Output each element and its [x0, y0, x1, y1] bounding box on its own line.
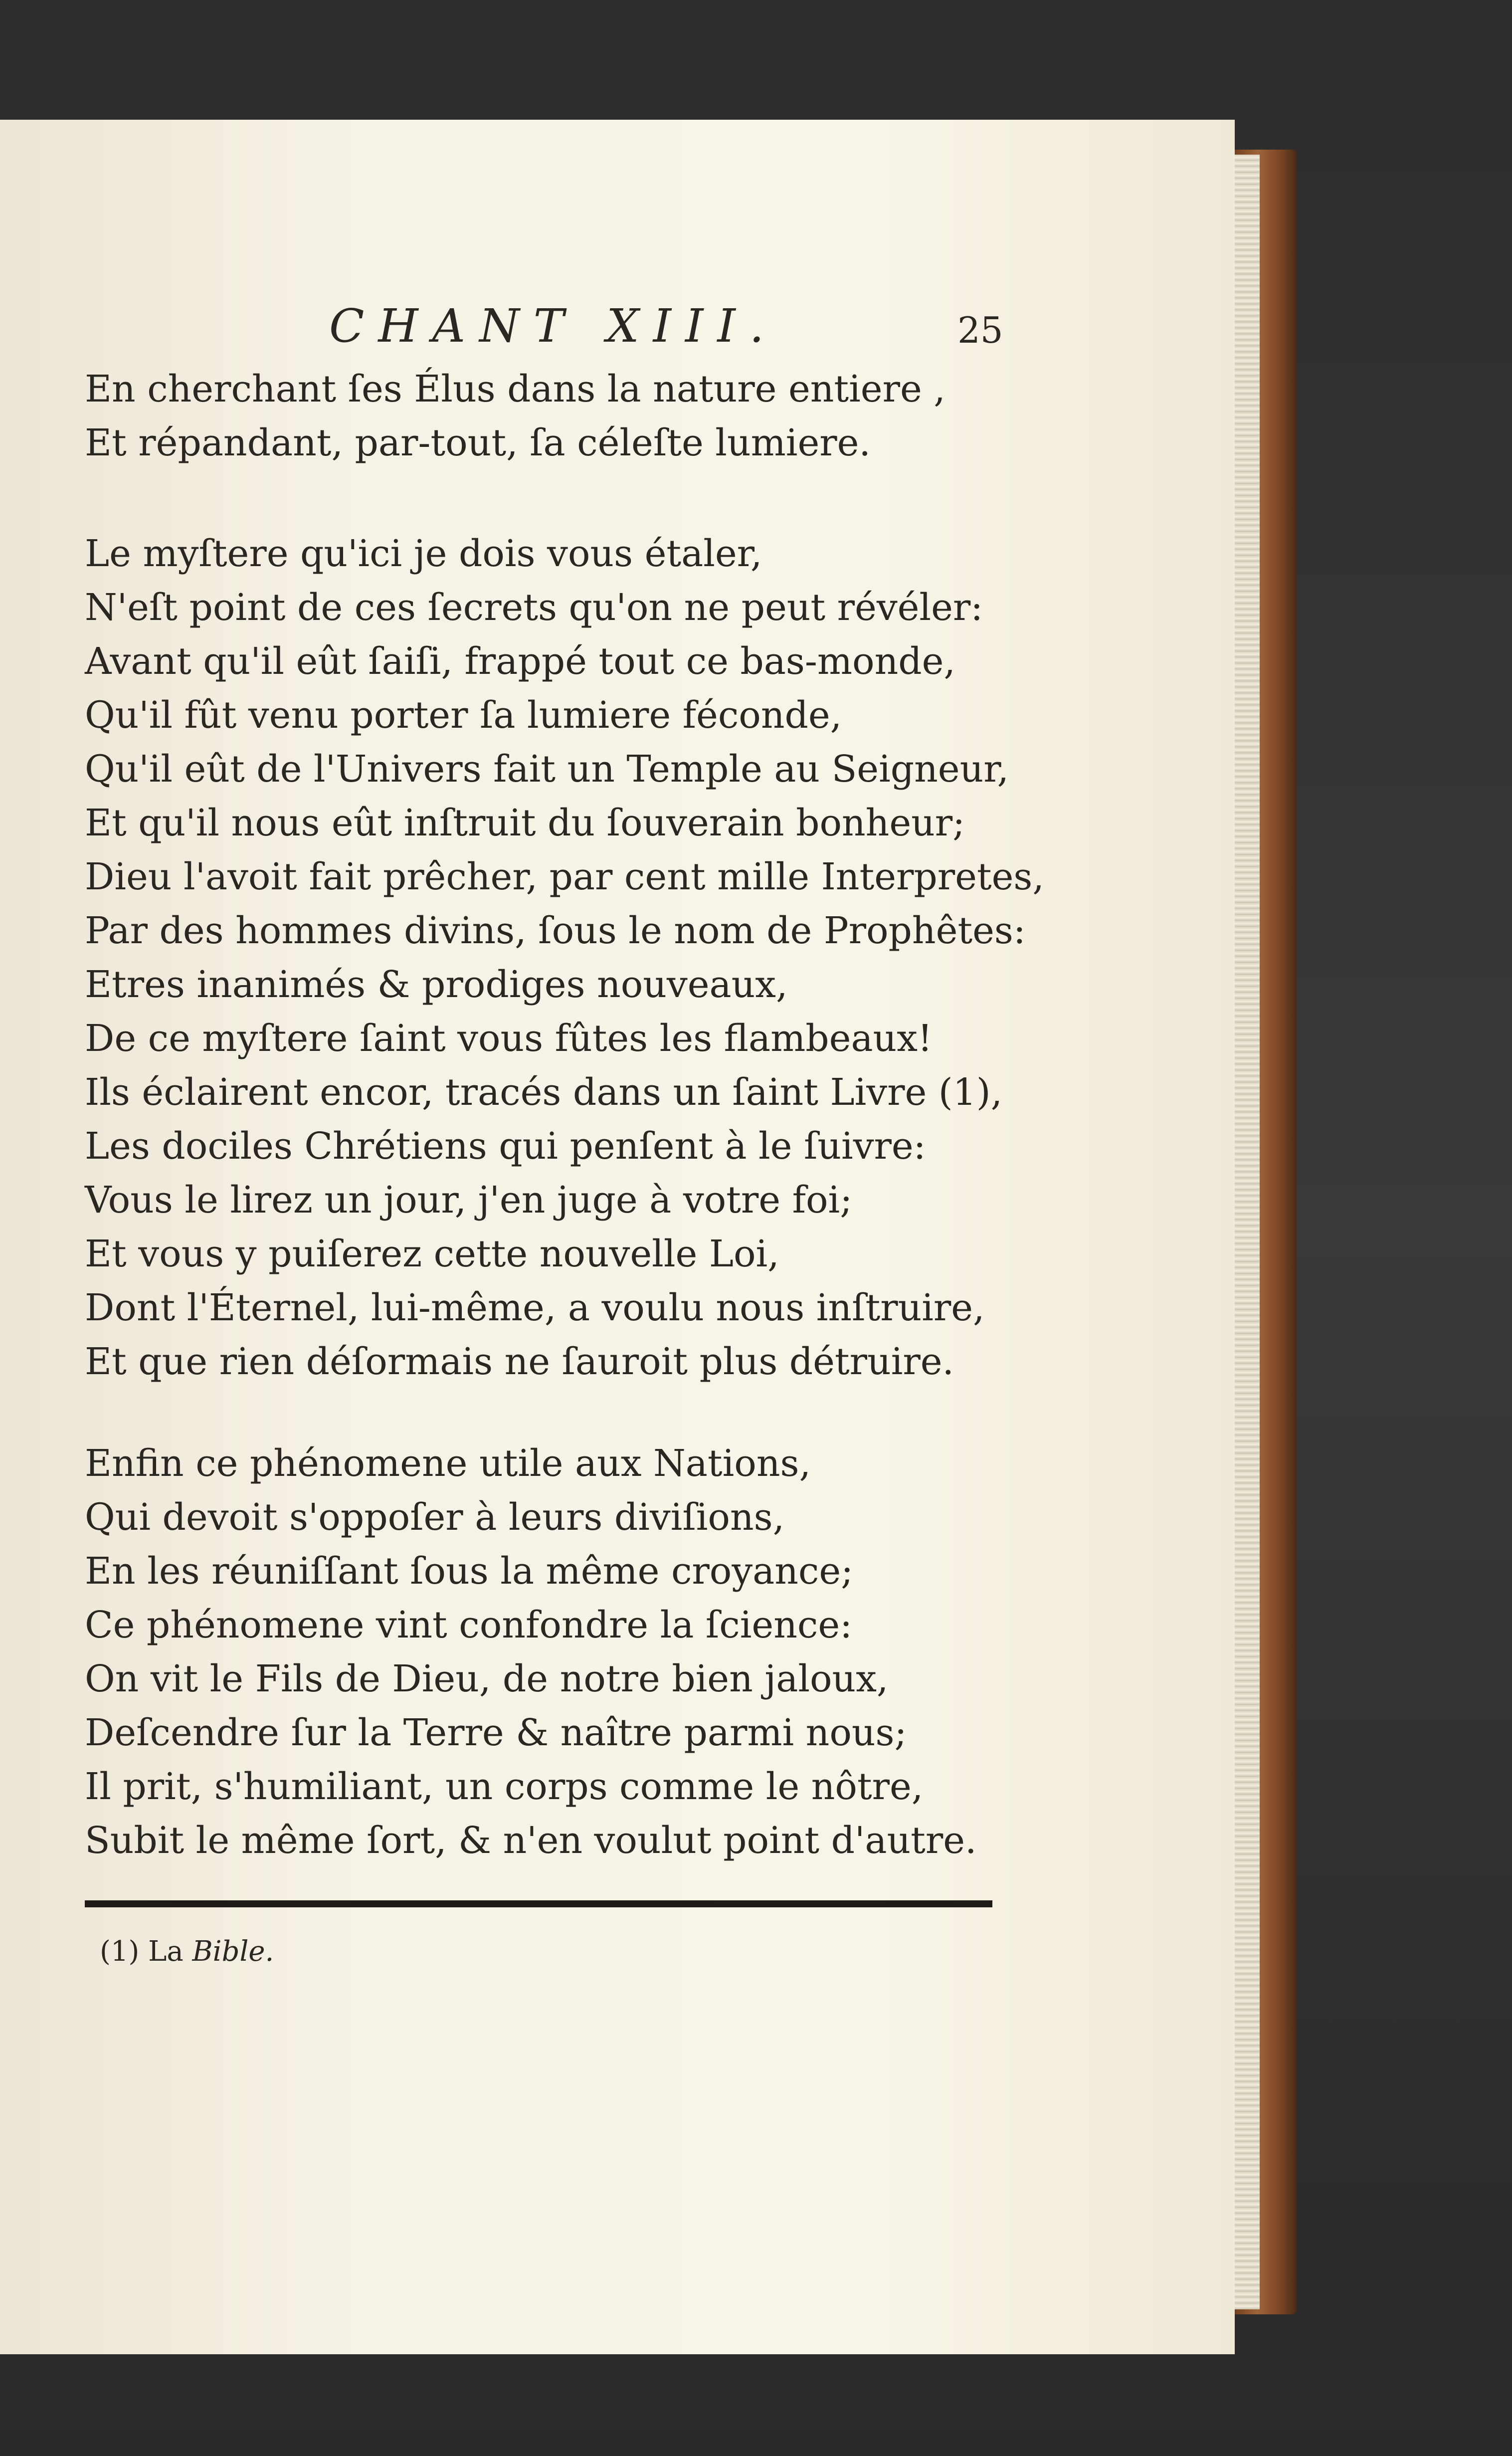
stanza-3 — [85, 1436, 977, 1867]
verse-line: Dont l'Éternel, lui-même, a voulu nous inſtruire, — [85, 1286, 985, 1329]
footnote-marker: (1) — [100, 1935, 140, 1968]
verse-line: Et répandant, par-tout, ſa céleſte lumiere. — [85, 421, 871, 464]
verse-line: Subit le même ſort, & n'en voulut point d'autre. — [85, 1819, 977, 1862]
verse-line: Avant qu'il eût ſaiſi, frappé tout ce bas-monde, — [85, 640, 955, 683]
page-number: 25 — [957, 309, 1003, 351]
verse-line: Vous le lirez un jour, j'en juge à votre foi; — [85, 1179, 853, 1222]
verse-line: Les dociles Chrétiens qui penſent à le ſuivre: — [85, 1125, 926, 1168]
verse-line: Qui devoit s'oppoſer à leurs diviſions, — [85, 1496, 785, 1539]
verse-line: Qu'il fût venu porter ſa lumiere féconde, — [85, 694, 842, 737]
footnote-text: La — [148, 1935, 184, 1968]
verse-line: Etres inanimés & prodiges nouveaux, — [85, 963, 788, 1006]
verse-line: En cherchant ſes Élus dans la nature entiere , — [85, 368, 945, 410]
verse-line: Ils éclairent encor, tracés dans un ſaint Livre (1), — [85, 1071, 1003, 1114]
verse-line: En les réuniſſant ſous la même croyance; — [85, 1550, 854, 1593]
verse-line: Et que rien déſormais ne ſauroit plus détruire. — [85, 1340, 954, 1383]
running-head — [0, 299, 1235, 359]
stanza-2 — [85, 527, 1044, 1389]
footnote — [100, 1935, 274, 1968]
verse-line: Deſcendre ſur la Terre & naître parmi nous; — [85, 1711, 907, 1754]
stanza-1 — [85, 362, 945, 470]
verse-line: Enfin ce phénomene utile aux Nations, — [85, 1442, 811, 1485]
verse-line: Qu'il eût de l'Univers fait un Temple au Seigneur, — [85, 748, 1009, 791]
verse-line: Le myſtere qu'ici je dois vous étaler, — [85, 532, 762, 575]
footnote-rule — [85, 1900, 992, 1907]
verse-line: Dieu l'avoit fait prêcher, par cent mille Interpretes, — [85, 855, 1044, 898]
verse-line: Par des hommes divins, ſous le nom de Prophêtes: — [85, 909, 1026, 952]
chant-title: CHANT XIII. — [329, 299, 778, 353]
verse-line: N'eſt point de ces ſecrets qu'on ne peut révéler: — [85, 586, 983, 629]
footnote-italic-text: Bible. — [192, 1935, 274, 1968]
verse-line: Il prit, s'humiliant, un corps comme le nôtre, — [85, 1765, 924, 1808]
verse-line: Et vous y puiſerez cette nouvelle Loi, — [85, 1232, 779, 1275]
verse-line: Et qu'il nous eût inſtruit du ſouverain bonheur; — [85, 802, 965, 844]
verse-line: De ce myſtere ſaint vous fûtes les flambeaux! — [85, 1017, 933, 1060]
verse-line: Ce phénomene vint confondre la ſcience: — [85, 1604, 853, 1646]
verse-line: On vit le Fils de Dieu, de notre bien jaloux, — [85, 1657, 889, 1700]
